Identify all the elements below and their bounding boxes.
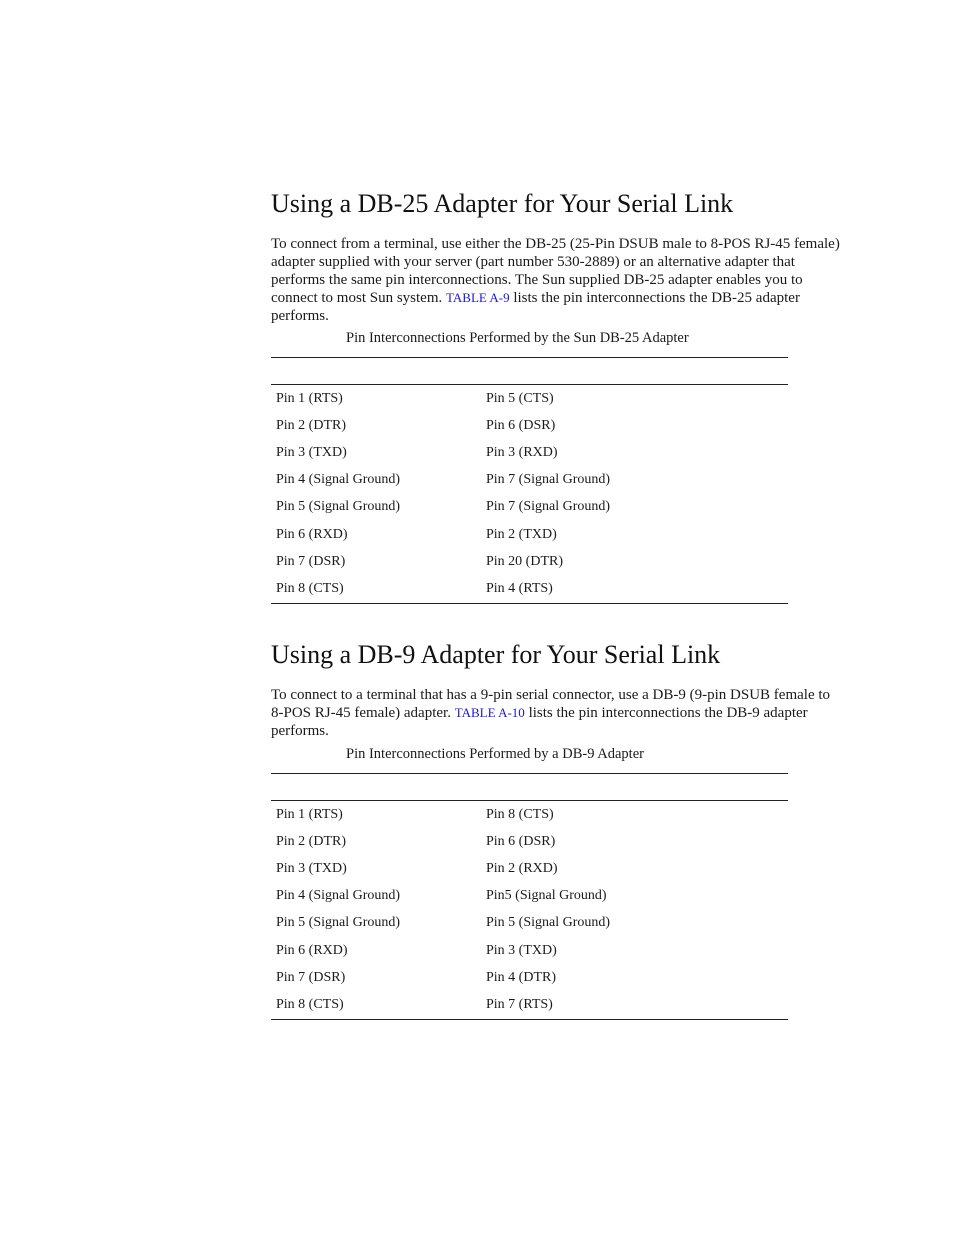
table-cross-reference-link[interactable]: TABLE A-10 xyxy=(454,705,525,720)
from-pin-cell: Pin 2 (DTR) xyxy=(276,417,346,433)
to-pin-cell: Pin 7 (RTS) xyxy=(486,996,553,1012)
paragraph-text: lists the pin interconnections the DB-25 adapter performs. xyxy=(271,290,800,324)
table-row xyxy=(271,385,788,412)
table-header xyxy=(271,774,788,801)
from-pin-cell: Pin 8 (CTS) xyxy=(276,580,344,596)
from-pin-cell: Pin 1 (RTS) xyxy=(276,806,343,822)
to-pin-cell: Pin 7 (Signal Ground) xyxy=(486,472,611,488)
from-pin-cell: Pin 7 (DSR) xyxy=(276,553,346,569)
section-db9 xyxy=(271,640,841,740)
table-row xyxy=(271,467,788,494)
from-pin-cell: Pin 4 (Signal Ground) xyxy=(276,472,401,488)
pin-table-db9 xyxy=(271,773,788,1020)
table-row xyxy=(271,883,788,910)
to-pin-cell: Pin5 (Signal Ground) xyxy=(486,888,607,904)
paragraph-text: lists the pin interconnections the DB-9 adapter performs. xyxy=(271,705,808,739)
from-pin-cell: Pin 6 (RXD) xyxy=(276,942,348,958)
table-body xyxy=(271,801,788,1019)
to-pin-cell: Pin 2 (RXD) xyxy=(486,860,558,876)
from-pin-cell: Pin 4 (Signal Ground) xyxy=(276,888,401,904)
section-heading-db25: Using a DB-25 Adapter for Your Serial Link xyxy=(271,189,734,218)
intro-paragraph-db25 xyxy=(271,235,841,325)
table-body xyxy=(271,385,788,603)
table-row xyxy=(271,964,788,991)
table-row xyxy=(271,548,788,575)
table-row xyxy=(271,937,788,964)
section-db25 xyxy=(271,189,841,325)
from-pin-cell: Pin 8 (CTS) xyxy=(276,996,344,1012)
table-row xyxy=(271,575,788,602)
table-row xyxy=(271,991,788,1018)
to-pin-cell: Pin 2 (TXD) xyxy=(486,526,557,542)
from-pin-cell: Pin 6 (RXD) xyxy=(276,526,348,542)
intro-paragraph-db9 xyxy=(271,686,841,740)
paragraph-text: To connect to a terminal that has a 9-pin serial connector, use a DB-9 (9-pin DSUB female to 8-POS RJ-45 female) adapter. xyxy=(271,687,831,721)
to-pin-cell: Pin 6 (DSR) xyxy=(486,833,556,849)
from-pin-cell: Pin 1 (RTS) xyxy=(276,390,343,406)
to-pin-cell: Pin 20 (DTR) xyxy=(486,553,563,569)
table-row xyxy=(271,801,788,828)
from-pin-cell: Pin 3 (TXD) xyxy=(276,444,347,460)
to-pin-cell: Pin 5 (CTS) xyxy=(486,390,554,406)
table-row xyxy=(271,412,788,439)
table-caption-db25: Pin Interconnections Performed by the Sun DB-25 Adapter xyxy=(346,330,689,346)
table-header xyxy=(271,358,788,385)
from-pin-cell: Pin 5 (Signal Ground) xyxy=(276,499,401,515)
paragraph-text: To connect from a terminal, use either the DB-25 (25-Pin DSUB male to 8-POS RJ-45 female) adapter supplied with your server (part number 530-2889) or an alternative adapter that performs the same pin interconnections. The Sun supplied DB-25 adapter enables you to connect to most Sun system. xyxy=(271,236,840,306)
to-pin-cell: Pin 5 (Signal Ground) xyxy=(486,915,611,931)
to-pin-cell: Pin 4 (DTR) xyxy=(486,969,556,985)
from-pin-cell: Pin 7 (DSR) xyxy=(276,969,346,985)
table-row xyxy=(271,828,788,855)
table-row xyxy=(271,521,788,548)
table-row xyxy=(271,439,788,466)
to-pin-cell: Pin 6 (DSR) xyxy=(486,417,556,433)
table-row xyxy=(271,910,788,937)
from-pin-cell: Pin 2 (DTR) xyxy=(276,833,346,849)
to-pin-cell: Pin 3 (TXD) xyxy=(486,942,557,958)
table-caption-db9: Pin Interconnections Performed by a DB-9 Adapter xyxy=(346,746,644,762)
to-pin-cell: Pin 4 (RTS) xyxy=(486,580,553,596)
pin-table-db25 xyxy=(271,357,788,604)
from-pin-cell: Pin 3 (TXD) xyxy=(276,860,347,876)
to-pin-cell: Pin 8 (CTS) xyxy=(486,806,554,822)
section-heading-db9: Using a DB-9 Adapter for Your Serial Link xyxy=(271,640,721,669)
from-pin-cell: Pin 5 (Signal Ground) xyxy=(276,915,401,931)
table-row xyxy=(271,855,788,882)
to-pin-cell: Pin 7 (Signal Ground) xyxy=(486,499,611,515)
to-pin-cell: Pin 3 (RXD) xyxy=(486,444,558,460)
table-cross-reference-link[interactable]: TABLE A-9 xyxy=(446,290,510,305)
table-row xyxy=(271,494,788,521)
